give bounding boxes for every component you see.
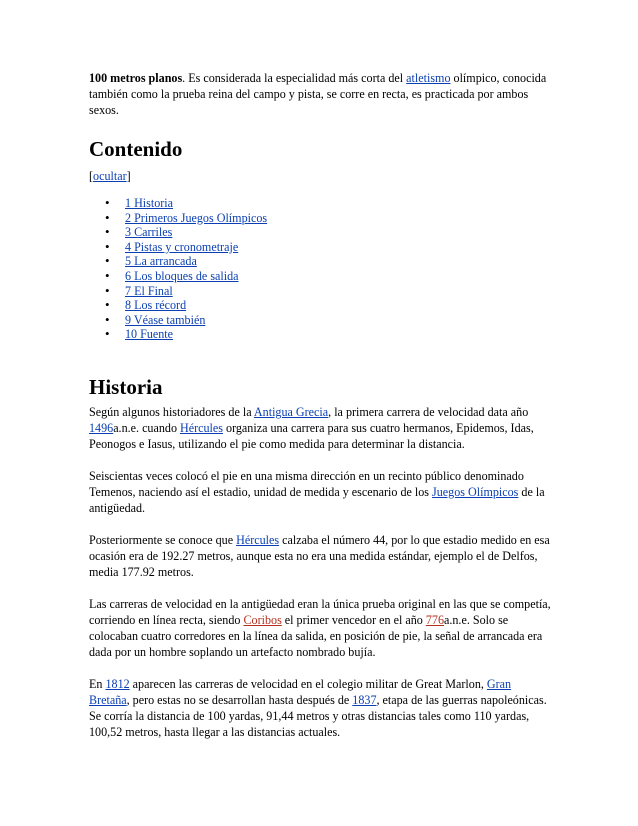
- toc-item: [89, 254, 551, 269]
- toc-link-primeros-juegos[interactable]: 2 Primeros Juegos Olímpicos: [125, 210, 268, 225]
- text: calzaba el número 44, por lo que estadio medido en esa ocasión era de 192.27 metros, aunque esta no era una medida estándar, ejemplo el de Delfos, media 177.92 metros.: [89, 532, 550, 579]
- toc-link-final[interactable]: 7 El Final: [125, 283, 173, 298]
- text: Las carreras de velocidad en la antigüedad eran la única prueba original en las que se competía, corriendo en línea recta, siendo: [89, 596, 551, 627]
- link-gran-bretana[interactable]: Gran Bretaña: [89, 676, 512, 707]
- link-776[interactable]: 776: [425, 612, 444, 627]
- toc-link-fuente[interactable]: 10 Fuente: [125, 327, 174, 342]
- historia-paragraph-5: [89, 676, 551, 740]
- toc-toggle-close: ]: [126, 169, 131, 183]
- toc-link-carriles[interactable]: 3 Carriles: [125, 225, 173, 240]
- toc-link-pistas[interactable]: 4 Pistas y cronometraje: [125, 239, 239, 254]
- toc-toggle: [89, 168, 551, 184]
- toc-item: [89, 284, 551, 299]
- intro-term: 100 metros planos: [89, 71, 183, 85]
- toc-toggle-open: [: [89, 169, 94, 183]
- text: , la primera carrera de velocidad data año: [328, 404, 529, 419]
- link-1496[interactable]: 1496: [89, 420, 114, 435]
- text: a.n.e. Solo se colocaban cuatro corredores en la línea da salida, en posición de pie, la señal de arrancada era dada por un hombre soplando un artefacto nombrado bujía.: [89, 612, 543, 659]
- text: En: [89, 676, 106, 691]
- article: [89, 70, 551, 756]
- intro-paragraph: [89, 70, 551, 118]
- intro-text-1: . Es considerada la especialidad más corta del: [182, 71, 407, 85]
- link-1812[interactable]: 1812: [105, 676, 130, 691]
- link-hercules[interactable]: Hércules: [180, 420, 223, 435]
- historia-paragraph-4: [89, 596, 551, 660]
- toc-item: [89, 196, 551, 211]
- link-juegos-olimpicos[interactable]: Juegos Olímpicos: [432, 484, 519, 499]
- text: aparecen las carreras de velocidad en el colegio militar de Great Marlon,: [129, 676, 487, 691]
- historia-paragraph-2: [89, 468, 551, 516]
- intro-text-2: olímpico, conocida también como la prueba reina del campo y pista, se corre en recta, es practicada por ambos sexos.: [89, 71, 547, 117]
- table-of-contents: [89, 196, 551, 342]
- toc-link-historia[interactable]: 1 Historia: [125, 196, 174, 210]
- toc-item: [89, 298, 551, 313]
- historia-paragraph-1: [89, 404, 551, 452]
- link-antigua-grecia[interactable]: Antigua Grecia: [253, 404, 329, 419]
- text: , pero estas no se desarrollan hasta después de: [126, 692, 353, 707]
- link-1837[interactable]: 1837: [352, 692, 377, 707]
- toc-link-arrancada[interactable]: 5 La arrancada: [125, 254, 197, 269]
- section-title-historia: Historia: [89, 374, 163, 399]
- link-atletismo[interactable]: atletismo: [406, 71, 451, 85]
- link-hercules-2[interactable]: Hércules: [236, 532, 280, 547]
- text: el primer vencedor en el año: [281, 612, 426, 627]
- toc-item: [89, 327, 551, 342]
- toc-title: Contenido: [89, 137, 183, 161]
- historia-paragraph-3: [89, 532, 551, 580]
- text: Según algunos historiadores de la: [89, 404, 254, 419]
- text: , etapa de las guerras napoleónicas. Se corría la distancia de 100 yardas, 91,44 metros y otras distancias tales como 110 yardas, 100,52 metros, hasta llegar a las distancias actuales.: [89, 692, 547, 739]
- toc-link-bloques[interactable]: 6 Los bloques de salida: [125, 268, 239, 283]
- text: Seiscientas veces colocó el pie en una misma dirección en un recinto público denominado Temenos, naciendo así el estadio, unidad de medida y escenario de los: [89, 468, 524, 499]
- text: a.n.e. cuando: [113, 420, 181, 435]
- toc-item: [89, 240, 551, 255]
- toc-item: [89, 225, 551, 240]
- toc-item: [89, 211, 551, 226]
- link-coribos[interactable]: Coribos: [243, 612, 282, 627]
- toc-hide-link[interactable]: ocultar: [93, 169, 127, 183]
- toc-link-vease[interactable]: 9 Véase también: [125, 312, 206, 327]
- toc-item: [89, 313, 551, 328]
- text: de la antigüedad.: [89, 484, 545, 515]
- text: organiza una carrera para sus cuatro hermanos, Epidemos, Idas, Peonogos e Iasus, utilizando el pie como medida para determinar la distancia.: [89, 420, 534, 451]
- toc-item: [89, 269, 551, 284]
- text: Posteriormente se conoce que: [89, 532, 237, 547]
- toc-link-record[interactable]: 8 Los récord: [125, 298, 187, 313]
